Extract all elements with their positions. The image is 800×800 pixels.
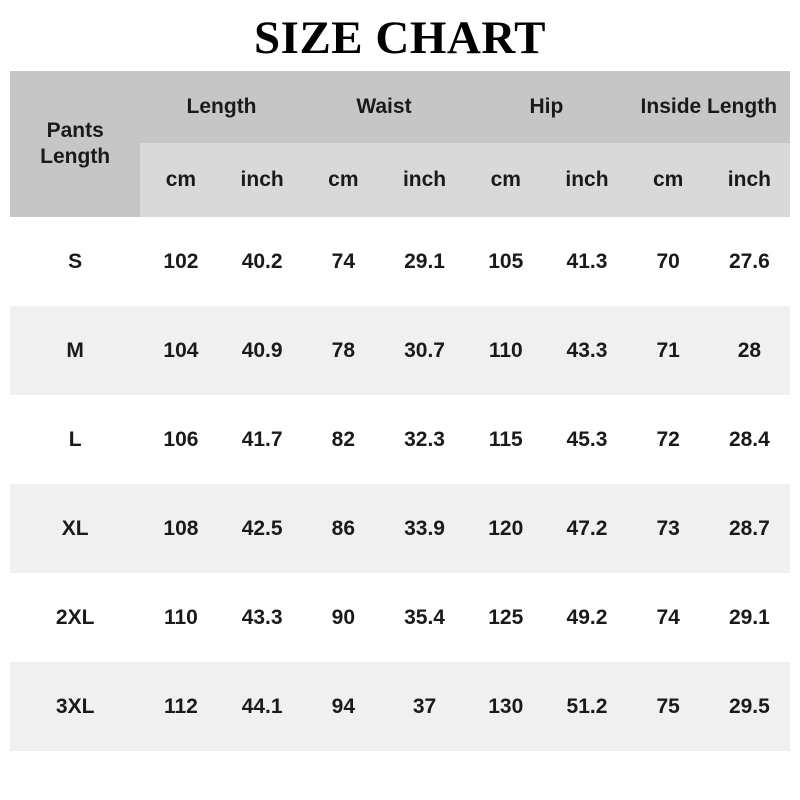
corner-header-pants-length: Pants Length <box>10 71 140 217</box>
unit-header-waist-inch: inch <box>384 143 465 217</box>
unit-header-inside-inch: inch <box>709 143 790 217</box>
cell-inside-cm: 71 <box>628 306 709 395</box>
table-row <box>10 573 790 662</box>
cell-hip-inch: 51.2 <box>546 662 627 751</box>
group-header-inside-length: Inside Length <box>628 71 790 143</box>
cell-length-cm: 106 <box>140 395 221 484</box>
cell-hip-cm: 125 <box>465 573 546 662</box>
table-row <box>10 306 790 395</box>
cell-hip-cm: 130 <box>465 662 546 751</box>
table-header <box>10 71 790 217</box>
cell-waist-inch: 32.3 <box>384 395 465 484</box>
cell-inside-inch: 28.4 <box>709 395 790 484</box>
cell-waist-cm: 74 <box>303 217 384 306</box>
cell-hip-inch: 43.3 <box>546 306 627 395</box>
cell-hip-cm: 105 <box>465 217 546 306</box>
unit-header-hip-cm: cm <box>465 143 546 217</box>
unit-header-inside-cm: cm <box>628 143 709 217</box>
table-body <box>10 217 790 751</box>
cell-length-inch: 42.5 <box>222 484 303 573</box>
unit-header-length-inch: inch <box>222 143 303 217</box>
cell-waist-inch: 33.9 <box>384 484 465 573</box>
cell-inside-cm: 74 <box>628 573 709 662</box>
unit-header-hip-inch: inch <box>546 143 627 217</box>
cell-length-cm: 104 <box>140 306 221 395</box>
cell-hip-inch: 45.3 <box>546 395 627 484</box>
cell-length-inch: 43.3 <box>222 573 303 662</box>
cell-inside-inch: 28 <box>709 306 790 395</box>
table-row <box>10 484 790 573</box>
cell-hip-inch: 41.3 <box>546 217 627 306</box>
cell-waist-inch: 35.4 <box>384 573 465 662</box>
cell-length-cm: 102 <box>140 217 221 306</box>
cell-inside-cm: 73 <box>628 484 709 573</box>
cell-waist-cm: 90 <box>303 573 384 662</box>
cell-inside-inch: 28.7 <box>709 484 790 573</box>
cell-waist-cm: 78 <box>303 306 384 395</box>
cell-waist-inch: 37 <box>384 662 465 751</box>
page-title: SIZE CHART <box>254 12 546 64</box>
cell-inside-inch: 29.1 <box>709 573 790 662</box>
unit-header-length-cm: cm <box>140 143 221 217</box>
cell-inside-inch: 27.6 <box>709 217 790 306</box>
row-size-label: L <box>10 395 140 484</box>
cell-waist-cm: 86 <box>303 484 384 573</box>
cell-waist-inch: 29.1 <box>384 217 465 306</box>
cell-length-cm: 108 <box>140 484 221 573</box>
cell-waist-inch: 30.7 <box>384 306 465 395</box>
row-size-label: S <box>10 217 140 306</box>
table-row <box>10 662 790 751</box>
cell-length-inch: 40.9 <box>222 306 303 395</box>
cell-length-inch: 40.2 <box>222 217 303 306</box>
cell-length-inch: 41.7 <box>222 395 303 484</box>
cell-hip-cm: 110 <box>465 306 546 395</box>
row-size-label: 2XL <box>10 573 140 662</box>
cell-hip-cm: 120 <box>465 484 546 573</box>
cell-inside-cm: 70 <box>628 217 709 306</box>
cell-length-cm: 112 <box>140 662 221 751</box>
cell-length-cm: 110 <box>140 573 221 662</box>
header-group-row <box>10 71 790 143</box>
row-size-label: 3XL <box>10 662 140 751</box>
cell-inside-cm: 72 <box>628 395 709 484</box>
group-header-length: Length <box>140 71 302 143</box>
group-header-waist: Waist <box>303 71 465 143</box>
cell-hip-inch: 49.2 <box>546 573 627 662</box>
cell-hip-cm: 115 <box>465 395 546 484</box>
cell-hip-inch: 47.2 <box>546 484 627 573</box>
row-size-label: M <box>10 306 140 395</box>
cell-waist-cm: 94 <box>303 662 384 751</box>
cell-length-inch: 44.1 <box>222 662 303 751</box>
unit-header-waist-cm: cm <box>303 143 384 217</box>
table-row <box>10 395 790 484</box>
row-size-label: XL <box>10 484 140 573</box>
size-chart-table <box>10 71 790 751</box>
cell-inside-cm: 75 <box>628 662 709 751</box>
group-header-hip: Hip <box>465 71 627 143</box>
cell-waist-cm: 82 <box>303 395 384 484</box>
cell-inside-inch: 29.5 <box>709 662 790 751</box>
table-row <box>10 217 790 306</box>
